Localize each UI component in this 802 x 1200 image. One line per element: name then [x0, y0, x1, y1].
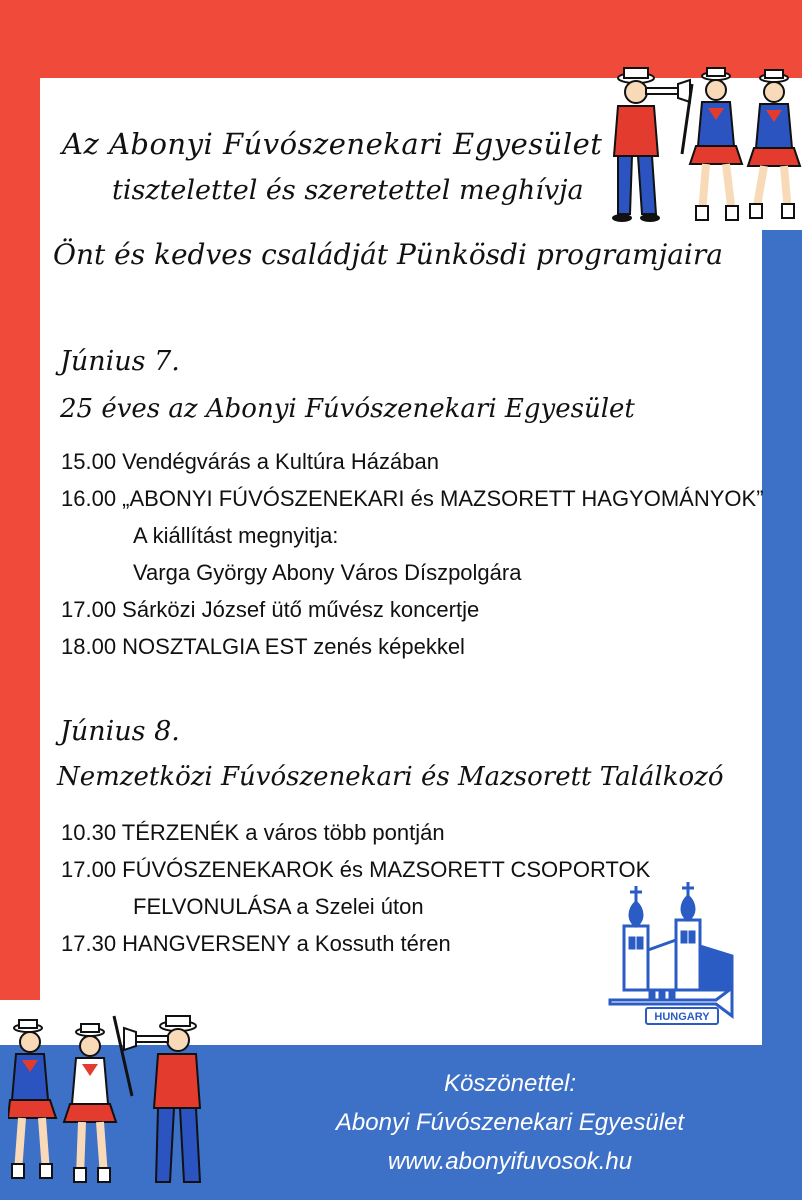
trumpeter-figure: [612, 68, 690, 222]
footer-organization: Abonyi Fúvószenekari Egyesület: [335, 1109, 685, 1136]
program-item: 17.30 HANGVERSENY a Kossuth téren: [61, 931, 451, 956]
program-item: FELVONULÁSA a Szelei úton: [133, 894, 424, 919]
majorette-figure-4: [64, 1016, 132, 1182]
trumpeter-figure-2: [124, 1016, 200, 1182]
program-item: 16.00 „ABONYI FÚVÓSZENEKARI és MAZSORETT HAGYOMÁNYOK”: [61, 486, 764, 511]
program-item: 18.00 NOSZTALGIA EST zenés képekkel: [61, 634, 465, 659]
intro-line-invitation: tisztelettel és szeretettel meghívja: [112, 175, 584, 206]
footer: [290, 1064, 730, 1181]
day1-date: Június 7.: [60, 346, 180, 377]
footer-website: www.abonyifuvosok.hu: [387, 1148, 633, 1175]
day2-date: Június 8.: [60, 716, 180, 747]
logo-label: HUNGARY: [654, 1011, 710, 1023]
church-trumpet-logo: [606, 880, 738, 1030]
red-left-band: [0, 0, 40, 1000]
footer-thanks: Köszönettel:: [443, 1070, 577, 1097]
marching-band-illustration: [604, 64, 802, 234]
program-item: A kiállítást megnyitja:: [133, 523, 339, 548]
marching-band-illustration-bottom: [8, 1012, 208, 1197]
day1-title: 25 éves az Abonyi Fúvószenekari Egyesület: [60, 394, 635, 424]
day2-title: Nemzetközi Fúvószenekari és Mazsorett Találkozó: [57, 762, 724, 792]
intro-line-audience: Önt és kedves családját Pünkösdi programjaira: [53, 238, 723, 271]
blue-right-band: [762, 230, 802, 1060]
majorette-figure-3: [8, 1020, 56, 1178]
program-item: 17.00 FÚVÓSZENEKAROK és MAZSORETT CSOPORTOK: [61, 857, 651, 882]
day1-program-list: [61, 443, 764, 665]
day2-program-list: [61, 814, 650, 962]
program-item: 15.00 Vendégvárás a Kultúra Házában: [61, 449, 439, 474]
intro-line-organization: Az Abonyi Fúvószenekari Egyesület: [62, 127, 603, 161]
program-item: 17.00 Sárközi József ütő művész koncertje: [61, 597, 480, 622]
program-item: Varga György Abony Város Díszpolgára: [133, 560, 522, 585]
majorette-figure-2: [748, 70, 800, 218]
majorette-figure-1: [682, 68, 742, 220]
program-item: 10.30 TÉRZENÉK a város több pontján: [61, 820, 445, 845]
